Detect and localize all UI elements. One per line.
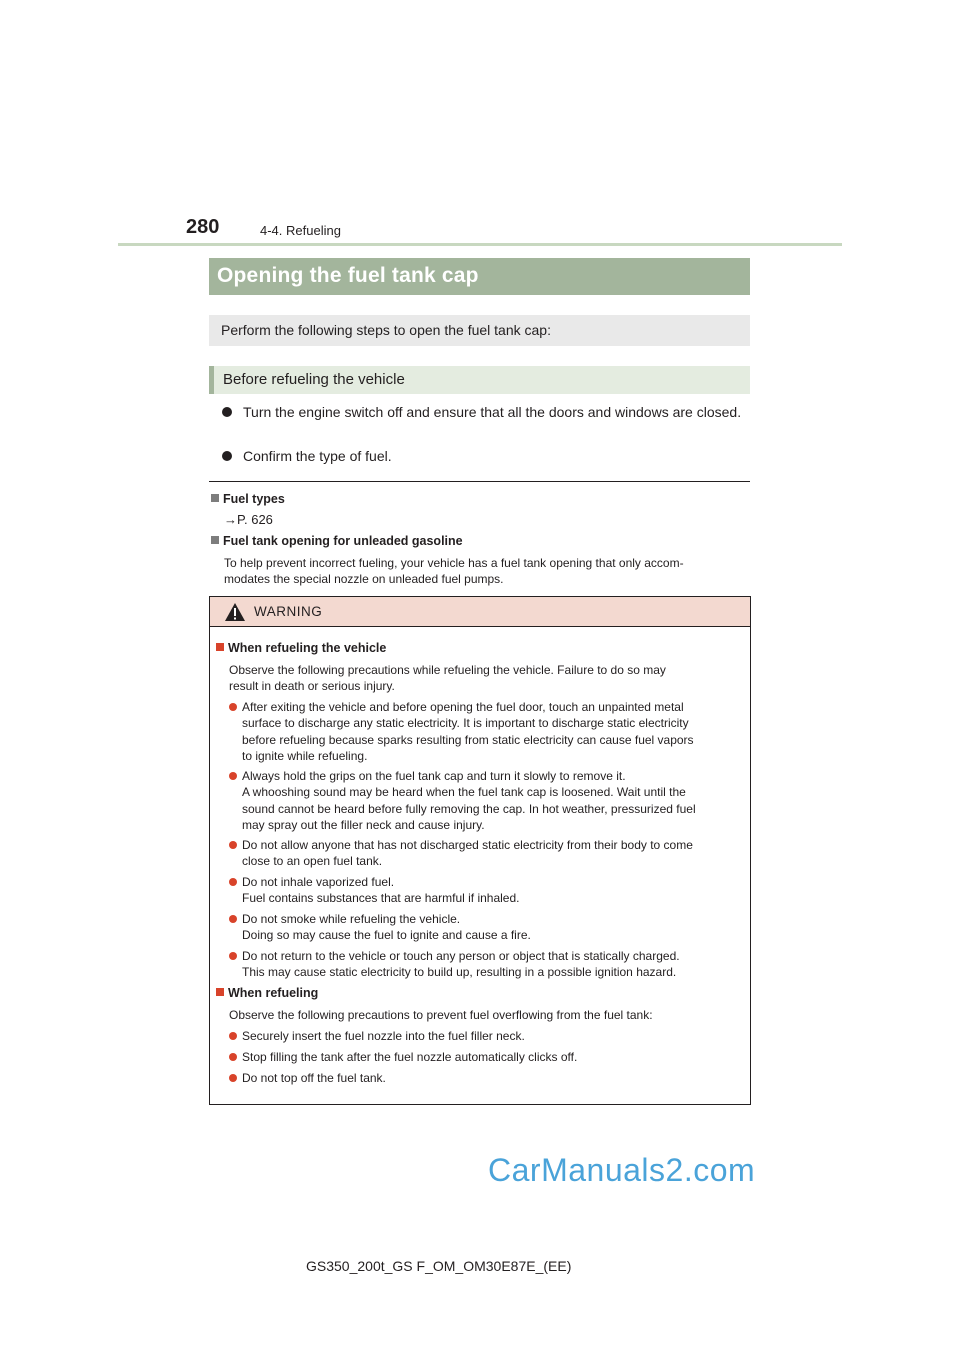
warning-label: WARNING (254, 604, 323, 619)
bullet-icon (229, 1053, 237, 1061)
title-bar (209, 258, 750, 295)
warning-body: Observe the following precautions to prevent fuel overflowing from the fuel tank: (229, 1008, 653, 1022)
square-bullet-icon (216, 988, 224, 996)
bullet-text: Turn the engine switch off and ensure that all the doors and windows are closed. (243, 404, 742, 420)
bullet-icon (229, 1074, 237, 1082)
warning-heading-refueling: When refueling (216, 986, 318, 1000)
warning-item: Securely insert the fuel nozzle into the fuel filler neck. (229, 1028, 744, 1044)
warning-item: Do not top off the fuel tank. (229, 1070, 744, 1086)
warning-item: Always hold the grips on the fuel tank cap and turn it slowly to remove it. A whooshing sound may be heard when the fuel tank cap is loosened. Wait until the sound cannot be heard before fully removing the cap. In hot weather, pressurized fuel may spray out the filler neck and cause injury. (229, 768, 744, 833)
bullet-icon (229, 915, 237, 923)
warning-item: Do not inhale vaporized fuel. Fuel contains substances that are harmful if inhaled. (229, 874, 744, 907)
square-bullet-icon (211, 536, 219, 544)
subheading-bar (209, 366, 750, 394)
bullet-text: Confirm the type of fuel. (243, 448, 392, 464)
footer-code: GS350_200t_GS F_OM_OM30E87E_(EE) (306, 1258, 572, 1274)
intro-box (209, 315, 750, 346)
subheading-accent (209, 366, 214, 394)
bullet-icon (229, 878, 237, 886)
warning-item: Do not return to the vehicle or touch any person or object that is statically charged. This may cause static electricity to build up, resulting in a possible ignition hazard. (229, 948, 744, 981)
subheading: Before refueling the vehicle (223, 371, 405, 388)
section-label: 4-4. Refueling (260, 223, 341, 238)
page-number: 280 (186, 216, 220, 238)
bullet-icon (229, 772, 237, 780)
bullet-icon (229, 952, 237, 960)
note-heading-fuel-opening: Fuel tank opening for unleaded gasoline (211, 534, 463, 548)
watermark-logo[interactable]: CarManuals2.com (488, 1152, 756, 1188)
bullet-icon (229, 841, 237, 849)
warning-heading-refueling-vehicle: When refueling the vehicle (216, 641, 386, 655)
page-title: Opening the fuel tank cap (217, 264, 479, 287)
warning-item: Do not allow anyone that has not discharged static electricity from their body to come close to an open fuel tank. (229, 837, 744, 870)
bullet-icon (222, 451, 232, 461)
note-body-fuel-types[interactable]: →P. 626 (224, 512, 273, 527)
warning-body: Observe the following precautions while refueling the vehicle. Failure to do so may result in death or serious injury. (229, 663, 666, 693)
header-rule (118, 243, 842, 246)
warning-item: Do not smoke while refueling the vehicle. Doing so may cause the fuel to ignite and cause a fire. (229, 911, 744, 944)
divider (209, 481, 750, 482)
note-body-fuel-opening: To help prevent incorrect fueling, your vehicle has a fuel tank opening that only accom- modates the special nozzle on unleaded fuel pumps. (224, 556, 684, 586)
bullet-icon (229, 703, 237, 711)
intro-text: Perform the following steps to open the fuel tank cap: (221, 322, 551, 338)
square-bullet-icon (211, 494, 219, 502)
note-heading-fuel-types: Fuel types (211, 492, 285, 506)
bullet-icon (229, 1032, 237, 1040)
warning-box (209, 596, 751, 1105)
warning-header (210, 597, 750, 627)
warning-item: Stop filling the tank after the fuel nozzle automatically clicks off. (229, 1049, 744, 1065)
bullet-icon (222, 407, 232, 417)
warning-triangle-icon (224, 602, 246, 622)
warning-item: After exiting the vehicle and before opening the fuel door, touch an unpainted metal surface to discharge any static electricity. It is important to discharge static electricity before refueling because sparks resulting from static electricity can cause fuel vapors to ignite while refueling. (229, 699, 744, 764)
square-bullet-icon (216, 643, 224, 651)
